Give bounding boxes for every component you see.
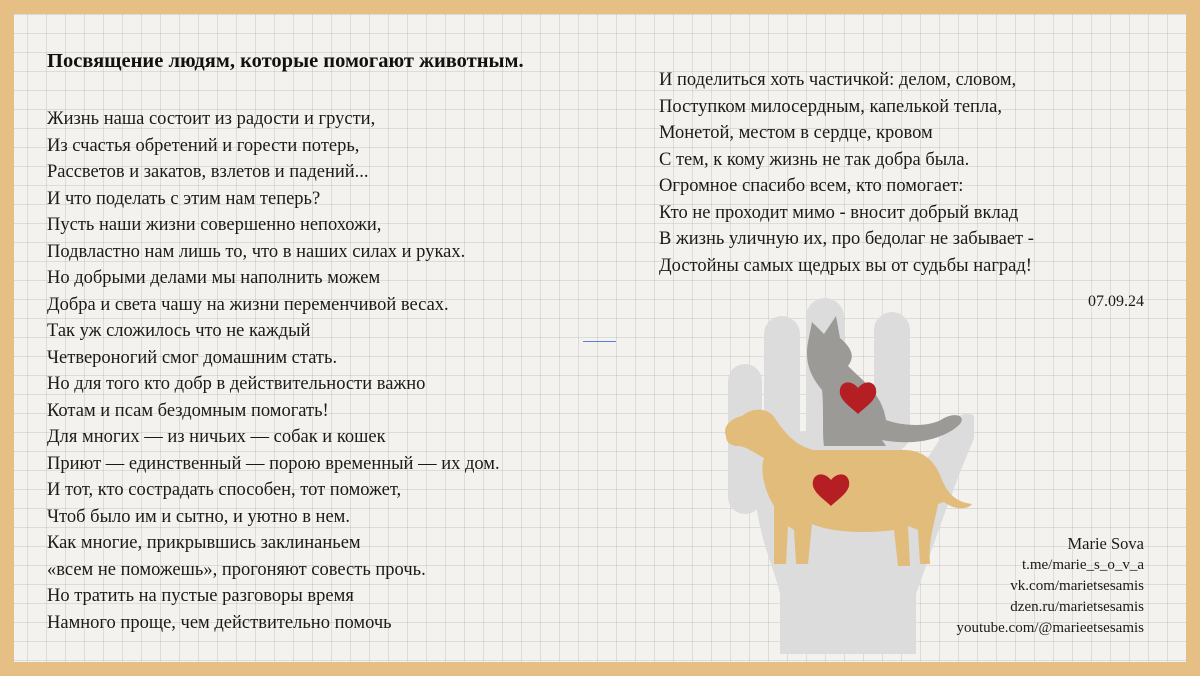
author-credits [956, 533, 1144, 639]
poem-line: И что поделать с этим нам теперь? [47, 188, 321, 209]
author-name: Marie Sova [1067, 534, 1144, 553]
poem-date: 07.09.24 [1088, 293, 1144, 310]
poem-line: Так уж сложилось что не каждый [47, 321, 311, 341]
poem-left-column [47, 106, 500, 636]
poem-line: Но для того кто добр в действительности важно [47, 374, 426, 394]
poem-line: С тем, к кому жизнь не так добра была. [659, 149, 970, 170]
poem-line: Огромное спасибо всем, кто помогает: [659, 176, 964, 196]
poem-line: Добра и света чашу на жизни переменчивой весах. [47, 294, 449, 315]
poem-line: Но добрыми делами мы наполнить можем [47, 268, 381, 288]
poem-line: Приют — единственный — порою временный — их дом. [47, 453, 500, 474]
poem-line: Достойны самых щедрых вы от судьбы наград! [659, 255, 1032, 276]
telegram-link[interactable]: t.me/marie_s_o_v_a [1021, 557, 1144, 573]
poem-line: Намного проще, чем действительно помочь [47, 612, 392, 633]
poem-line: Котам и псам бездомным помогать! [47, 400, 329, 421]
hand-with-pets-illustration [704, 294, 974, 654]
poem-line: Кто не проходит мимо - вносит добрый вклад [659, 202, 1019, 223]
poem-line: Для многих — из ничьих — собак и кошек [47, 427, 386, 447]
poem-line: Четвероногий смог домашним стать. [47, 347, 338, 368]
poem-page [14, 14, 1186, 662]
dzen-link[interactable]: dzen.ru/marietsesamis [1010, 599, 1144, 615]
poem-line: «всем не поможешь», прогоняют совесть прочь. [47, 559, 426, 580]
poem-line: Как многие, прикрывшись заклинаньем [47, 533, 361, 553]
poem-line: Рассветов и закатов, взлетов и падений... [47, 162, 369, 182]
poem-title: Посвящение людям, которые помогают животным. [47, 50, 524, 72]
poem-line: Поступком милосердным, капелькой тепла, [659, 96, 1002, 117]
poem-line: И тот, кто сострадать способен, тот поможет, [47, 480, 402, 500]
poem-line: Пусть наши жизни совершенно непохожи, [47, 215, 382, 235]
poem-line: Чтоб было им и сытно, и уютно в нем. [47, 506, 351, 527]
poem-right-column [659, 67, 1034, 279]
poem-line: Подвластно нам лишь то, что в наших силах и руках. [47, 241, 466, 262]
vk-link[interactable]: vk.com/marietsesamis [1010, 578, 1144, 594]
poem-line: Монетой, местом в сердце, кровом [659, 123, 933, 143]
youtube-link[interactable]: youtube.com/@marieetsesamis [956, 620, 1144, 636]
link-underline-mark[interactable] [583, 341, 616, 342]
poem-line: И поделиться хоть частичкой: делом, словом, [659, 70, 1017, 90]
poem-line: Из счастья обретений и горести потерь, [47, 135, 360, 156]
poem-line: В жизнь уличную их, про бедолаг не забывает - [659, 229, 1034, 249]
poem-line: Но тратить на пустые разговоры время [47, 586, 354, 606]
poem-line: Жизнь наша состоит из радости и грусти, [47, 109, 376, 129]
